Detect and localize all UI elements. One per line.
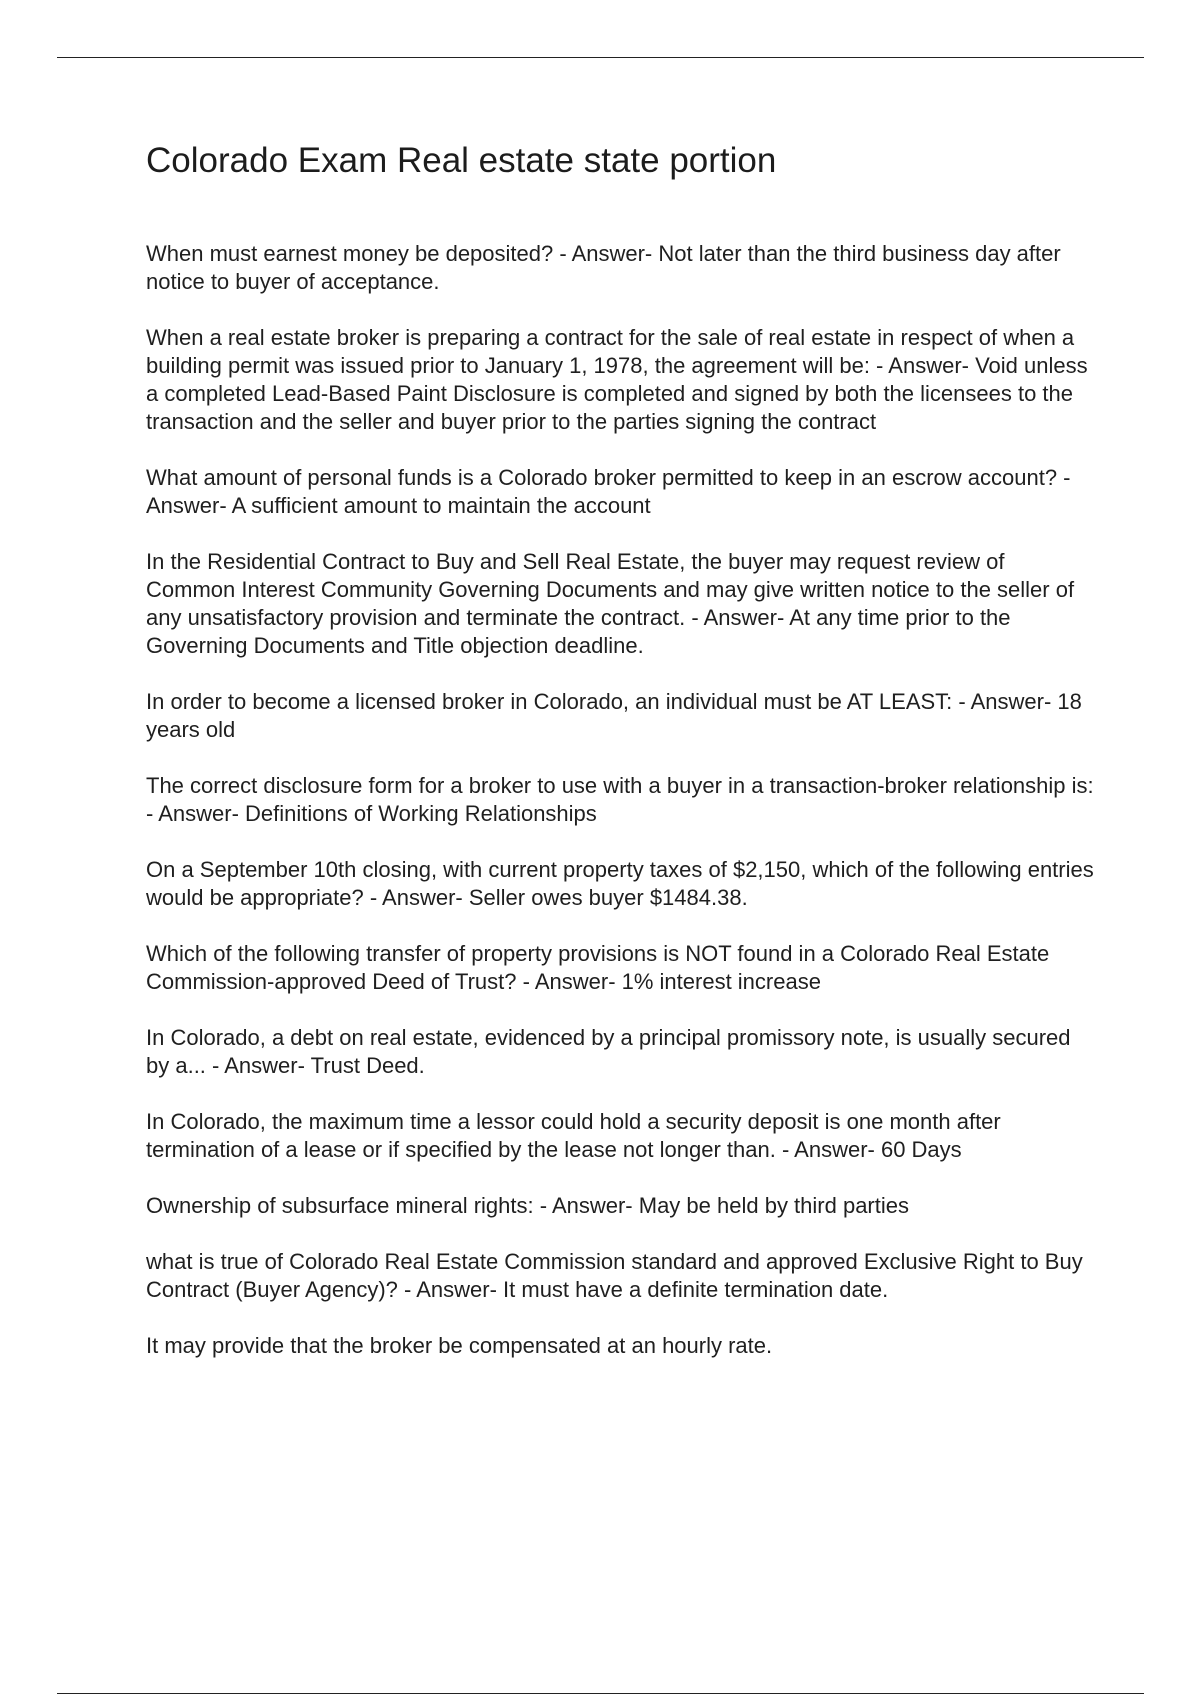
document-body	[146, 140, 1094, 1388]
qa-paragraph: On a September 10th closing, with current property taxes of $2,150, which of the following entries would be appropriate? - Answer- Seller owes buyer $1484.38.	[146, 857, 1094, 910]
top-divider	[57, 57, 1144, 58]
qa-paragraph: It may provide that the broker be compensated at an hourly rate.	[146, 1333, 773, 1358]
document-title: Colorado Exam Real estate state portion	[146, 141, 777, 180]
qa-paragraph: what is true of Colorado Real Estate Commission standard and approved Exclusive Right to Buy Contract (Buyer Agency)? - Answer- It must have a definite termination date.	[146, 1249, 1083, 1302]
qa-paragraph: In Colorado, a debt on real estate, evidenced by a principal promissory note, is usually secured by a... - Answer- Trust Deed.	[146, 1025, 1071, 1078]
qa-paragraph: When a real estate broker is preparing a contract for the sale of real estate in respect of when a building permit was issued prior to January 1, 1978, the agreement will be: - Answer- Void unless a completed Lead-Based Paint Disclosure is completed and signed by both the licensees to the transaction and the seller and buyer prior to the parties signing the contract	[146, 325, 1088, 434]
qa-paragraph: Ownership of subsurface mineral rights: - Answer- May be held by third parties	[146, 1193, 909, 1218]
qa-paragraph: The correct disclosure form for a broker to use with a buyer in a transaction-broker relationship is: - Answer- Definitions of Working Relationships	[146, 773, 1094, 826]
bottom-divider	[57, 1693, 1144, 1694]
qa-paragraph: When must earnest money be deposited? - Answer- Not later than the third business day after notice to buyer of acceptance.	[146, 241, 1061, 294]
qa-paragraph: In order to become a licensed broker in Colorado, an individual must be AT LEAST: - Answer- 18 years old	[146, 689, 1082, 742]
qa-paragraph: In the Residential Contract to Buy and Sell Real Estate, the buyer may request review of Common Interest Community Governing Documents and may give written notice to the seller of any unsatisfactory provision and terminate the contract. - Answer- At any time prior to the Governing Documents and Title objection deadline.	[146, 549, 1075, 658]
qa-paragraph: What amount of personal funds is a Colorado broker permitted to keep in an escrow account? - Answer- A sufficient amount to maintain the account	[146, 465, 1071, 518]
qa-paragraph: Which of the following transfer of property provisions is NOT found in a Colorado Real Estate Commission-approved Deed of Trust? - Answer- 1% interest increase	[146, 941, 1050, 994]
qa-paragraph: In Colorado, the maximum time a lessor could hold a security deposit is one month after termination of a lease or if specified by the lease not longer than. - Answer- 60 Days	[146, 1109, 1001, 1162]
